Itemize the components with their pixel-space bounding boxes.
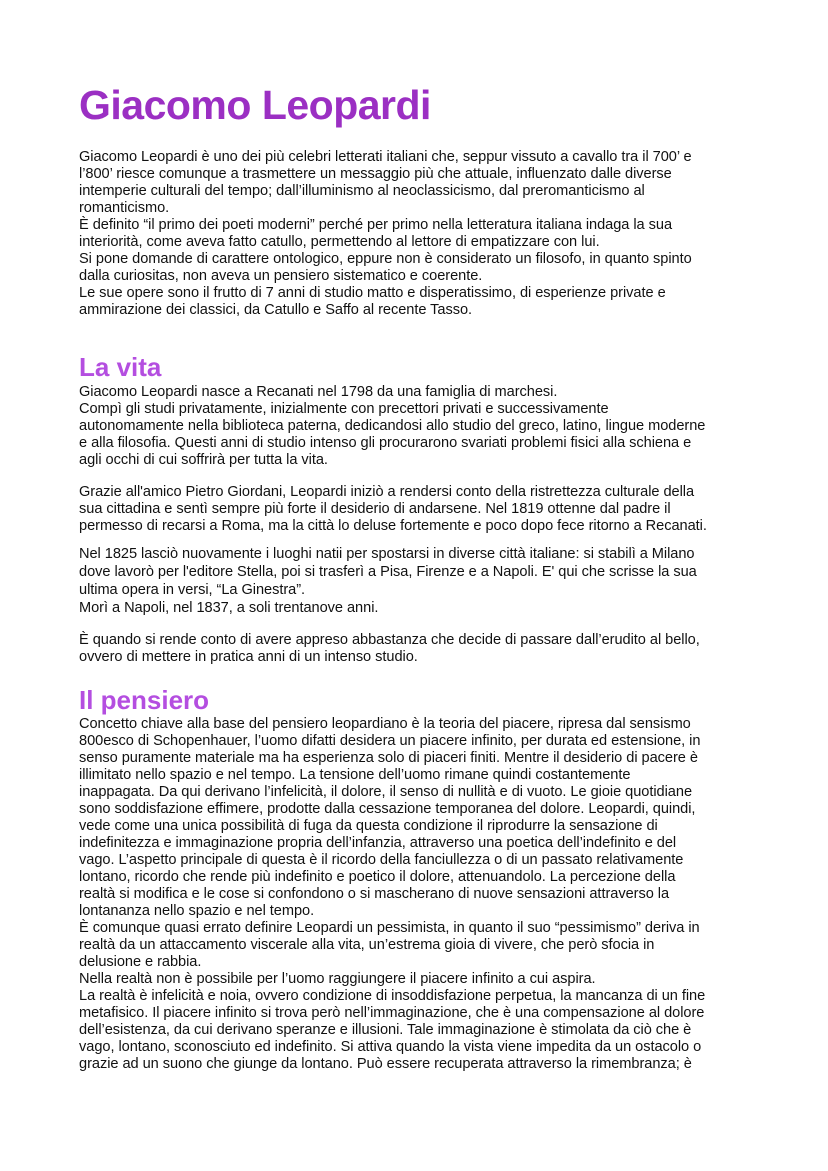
text-line: intemperie culturali del tempo; dall’illuminismo al neoclassicismo, dal preromanticismo al [79,183,645,199]
text-line: metafisico. Il piacere infinito si trova però nell’immaginazione, che è una compensazione al dolore [79,1005,705,1021]
text-line: dalla curiositas, non aveva un pensiero sistematico e coerente. [79,268,483,284]
text-line: Giacomo Leopardi è uno dei più celebri letterati italiani che, seppur vissuto a cavallo tra il 700’ e [79,149,692,165]
text-line: dell’esistenza, da cui derivano speranze e illusioni. Tale immaginazione è stimolata da ciò che è [79,1022,692,1038]
text-line: ammirazione dei classici, da Catullo e Saffo al recente Tasso. [79,302,473,318]
text-line: autonomamente nella biblioteca paterna, dedicandosi allo studio del greco, latino, lingue moderne [79,418,706,434]
vita-paragraph-3 [79,545,759,617]
text-line: agli occhi di cui soffrirà per tutta la vita. [79,452,328,468]
text-line: Giacomo Leopardi nasce a Recanati nel 1798 da una famiglia di marchesi. [79,384,558,400]
text-line: realtà si modifica e le cose si confondono o si mascherano di nuove sensazioni attraverso la [79,886,670,902]
text-line: l’800’ riesce comunque a trasmettere un messaggio più che attuale, influenzato dalle diverse [79,166,672,182]
text-line: interiorità, come aveva fatto catullo, permettendo al lettore di empatizzare con lui. [79,234,600,250]
text-line: Nel 1825 lasciò nuovamente i luoghi natii per spostarsi in diverse città italiane: si stabilì a Milano [79,546,695,562]
text-line: senso puramente materiale ma ha esperienza solo di piaceri finiti. Mentre il desiderio di pacere è [79,750,698,766]
text-line: dove lavorò per l'editore Stella, poi si trasferì a Pisa, Firenze e a Napoli. E' qui che scrisse la sua [79,564,697,580]
text-line: Morì a Napoli, nel 1837, a soli trentanove anni. [79,600,379,616]
text-line: Nella realtà non è possibile per l’uomo raggiungere il piacere infinito a cui aspira. [79,971,596,987]
text-line: Grazie all'amico Pietro Giordani, Leopardi iniziò a rendersi conto della ristrettezza culturale della [79,484,695,500]
text-line: Compì gli studi privatamente, inizialmente con precettori privati e successivamente [79,401,609,417]
text-line: grazie ad un suono che giunge da lontano. Può essere recuperata attraverso la rimembranza; è [79,1056,692,1072]
text-line: È definito “il primo dei poeti moderni” perché per primo nella letteratura italiana indaga la sua [79,217,673,233]
vita-paragraph-1 [79,384,759,469]
text-line: lontano, ricordo che rende più indefinito e poetico il dolore, attenuandolo. La percezione della [79,869,676,885]
text-line: inappagata. Da qui derivano l’infelicità, il dolore, il senso di nullità e di vuoto. Le gioie quotidiane [79,784,693,800]
text-line: Concetto chiave alla base del pensiero leopardiano è la teoria del piacere, ripresa dal sensismo [79,716,691,732]
vita-paragraph-4 [79,632,759,666]
text-line: Le sue opere sono il frutto di 7 anni di studio matto e disperatissimo, di esperienze private e [79,285,666,301]
text-line: vede come una unica possibilità di fuga da questa condizione il riprodurre la sensazione di [79,818,658,834]
section-heading-vita: La vita [79,352,162,382]
text-line: La realtà è infelicità e noia, ovvero condizione di insoddisfazione perpetua, la mancanza di un fine [79,988,706,1004]
text-line: ultima opera in versi, “La Ginestra”. [79,582,306,598]
text-line: Si pone domande di carattere ontologico, eppure non è considerato un filosofo, in quanto spinto [79,251,692,267]
intro-paragraph [79,149,759,319]
page-title: Giacomo Leopardi [79,82,431,128]
text-line: romanticismo. [79,200,170,216]
text-line: sua cittadina e sentì sempre più forte il desiderio di andarsene. Nel 1819 ottenne dal padre il [79,501,671,517]
text-line: delusione e rabbia. [79,954,202,970]
text-line: e alla filosofia. Questi anni di studio intenso gli procurarono svariati problemi fisici alla schiena e [79,435,692,451]
pensiero-paragraph [79,716,759,1073]
text-line: vago, lontano, sconosciuto ed indefinito. Si attiva quando la vista viene impedita da un ostacolo o [79,1039,702,1055]
text-line: È quando si rende conto di avere appreso abbastanza che decide di passare dall’erudito al bello, [79,632,700,648]
text-line: illimitato nello spazio e nel tempo. La tensione dell’uomo rimane quindi costantemente [79,767,631,783]
text-line: permesso di recarsi a Roma, ma la città lo deluse fortemente e poco dopo fece ritorno a Recanati. [79,518,707,534]
text-line: ovvero di mettere in pratica anni di un intenso studio. [79,649,418,665]
text-line: sono soddisfazione effimere, prodotte dalla cessazione temporanea del dolore. Leopardi, quindi, [79,801,696,817]
text-line: È comunque quasi errato definire Leopardi un pessimista, in quanto il suo “pessimismo” deriva in [79,920,700,936]
text-line: lontananza nello spazio e nel tempo. [79,903,315,919]
text-line: 800esco di Schopenhauer, l’uomo difatti desidera un piacere infinito, per durata ed estensione, in [79,733,701,749]
text-line: vago. L’aspetto principale di questa è il ricordo della fanciullezza o di un passato relativamente [79,852,684,868]
text-line: realtà da un attaccamento viscerale alla vita, un’estrema gioia di vivere, che però sfocia in [79,937,655,953]
text-line: indefinitezza e immaginazione propria dell’infanzia, attraverso una poetica dell’indefinito e del [79,835,677,851]
vita-paragraph-2 [79,484,759,535]
section-heading-pensiero: Il pensiero [79,685,210,715]
